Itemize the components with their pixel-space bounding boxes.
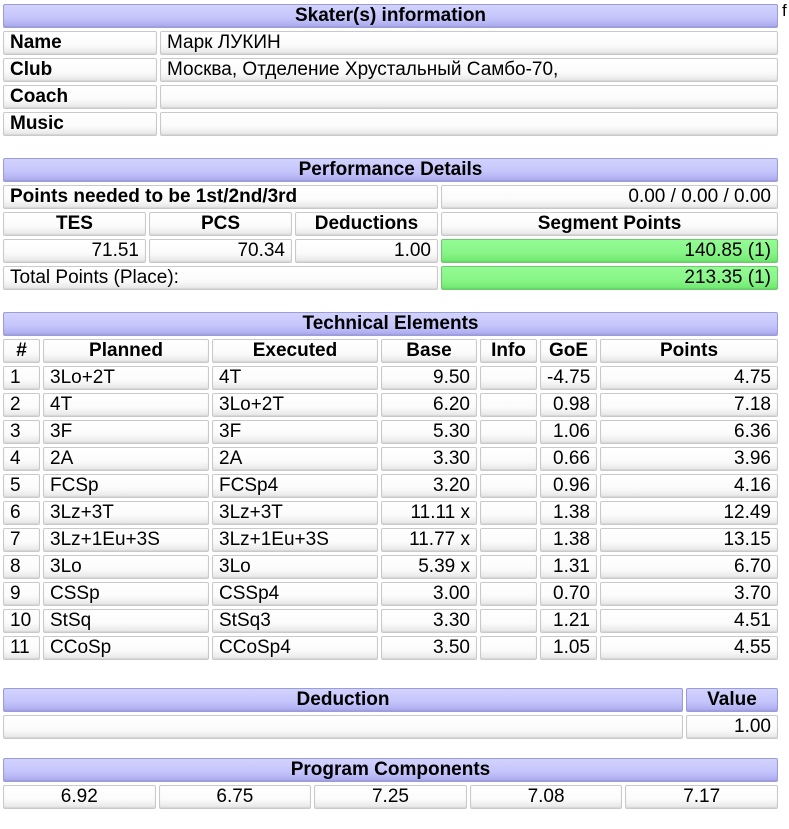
table-row (3, 528, 778, 552)
info-value (480, 501, 537, 525)
points-value: 6.36 (600, 420, 778, 444)
goe-value: 1.31 (540, 555, 597, 579)
points-value: 4.55 (600, 636, 778, 660)
planned-element: 2A (43, 447, 209, 471)
program-components-row (3, 785, 778, 809)
music-value (160, 112, 778, 136)
base-value: 5.39 x (381, 555, 477, 579)
deduction-reason (3, 715, 683, 739)
info-value (480, 447, 537, 471)
table-row (3, 447, 778, 471)
executed-element: CSSp4 (212, 582, 378, 606)
segment-points-value: 140.85 (1) (441, 239, 778, 263)
base-value: 3.30 (381, 609, 477, 633)
goe-value: 1.38 (540, 528, 597, 552)
points-value: 6.70 (600, 555, 778, 579)
executed-element: FCSp4 (212, 474, 378, 498)
goe-value: 1.38 (540, 501, 597, 525)
deductions-header: Deductions (295, 212, 438, 236)
program-components-table (0, 755, 781, 812)
component-value: 7.25 (314, 785, 467, 809)
base-value: 11.77 x (381, 528, 477, 552)
points-value: 3.96 (600, 447, 778, 471)
base-value: 9.50 (381, 366, 477, 390)
table-row (3, 636, 778, 660)
executed-element: 4T (212, 366, 378, 390)
element-number: 7 (3, 528, 40, 552)
element-number: 5 (3, 474, 40, 498)
element-number: 9 (3, 582, 40, 606)
performance-header: Performance Details (3, 158, 778, 182)
component-value: 6.92 (3, 785, 156, 809)
base-value: 5.30 (381, 420, 477, 444)
table-row (3, 555, 778, 579)
base-value: 3.00 (381, 582, 477, 606)
table-row (3, 501, 778, 525)
music-label: Music (3, 112, 157, 136)
element-number: 11 (3, 636, 40, 660)
executed-element: 3Lz+3T (212, 501, 378, 525)
total-points-label: Total Points (Place): (3, 266, 438, 290)
goe-value: -4.75 (540, 366, 597, 390)
info-value (480, 366, 537, 390)
col-goe: GoE (540, 339, 597, 363)
name-value: Марк ЛУКИН (160, 31, 778, 55)
table-row (3, 582, 778, 606)
element-number: 4 (3, 447, 40, 471)
table-row (3, 393, 778, 417)
name-label: Name (3, 31, 157, 55)
pcs-value: 70.34 (149, 239, 292, 263)
planned-element: 3Lo+2T (43, 366, 209, 390)
element-number: 1 (3, 366, 40, 390)
skater-info-header: Skater(s) information (3, 4, 778, 28)
planned-element: CCoSp (43, 636, 209, 660)
points-value: 4.51 (600, 609, 778, 633)
pcs-header: PCS (149, 212, 292, 236)
points-value: 12.49 (600, 501, 778, 525)
points-value: 3.70 (600, 582, 778, 606)
info-value (480, 582, 537, 606)
points-needed-label: Points needed to be 1st/2nd/3rd (3, 185, 438, 209)
info-value (480, 555, 537, 579)
info-value (480, 609, 537, 633)
tes-header: TES (3, 212, 146, 236)
base-value: 11.11 x (381, 501, 477, 525)
component-value: 7.17 (625, 785, 778, 809)
planned-element: StSq (43, 609, 209, 633)
skater-row-club (3, 58, 778, 82)
points-value: 4.16 (600, 474, 778, 498)
goe-value: 0.66 (540, 447, 597, 471)
goe-value: 0.98 (540, 393, 597, 417)
performance-table (0, 155, 781, 293)
planned-element: 3Lo (43, 555, 209, 579)
planned-element: 4T (43, 393, 209, 417)
deduction-value-header: Value (686, 688, 778, 712)
points-value: 7.18 (600, 393, 778, 417)
stray-char: f (782, 1, 787, 20)
club-value: Москва, Отделение Хрустальный Самбо-70, (160, 58, 778, 82)
club-label: Club (3, 58, 157, 82)
technical-columns-row (3, 339, 778, 363)
executed-element: 2A (212, 447, 378, 471)
component-value: 6.75 (159, 785, 312, 809)
goe-value: 1.05 (540, 636, 597, 660)
base-value: 6.20 (381, 393, 477, 417)
points-value: 13.15 (600, 528, 778, 552)
executed-element: CCoSp4 (212, 636, 378, 660)
total-points-value: 213.35 (1) (441, 266, 778, 290)
goe-value: 0.96 (540, 474, 597, 498)
executed-element: 3Lo+2T (212, 393, 378, 417)
deduction-table (0, 685, 781, 742)
skater-row-name (3, 31, 778, 55)
table-row (3, 474, 778, 498)
coach-value (160, 85, 778, 109)
element-number: 10 (3, 609, 40, 633)
planned-element: 3Lz+1Eu+3S (43, 528, 209, 552)
planned-element: 3Lz+3T (43, 501, 209, 525)
coach-label: Coach (3, 85, 157, 109)
planned-element: FCSp (43, 474, 209, 498)
deduction-value: 1.00 (686, 715, 778, 739)
goe-value: 0.70 (540, 582, 597, 606)
base-value: 3.30 (381, 447, 477, 471)
info-value (480, 420, 537, 444)
table-row (3, 366, 778, 390)
element-number: 8 (3, 555, 40, 579)
col-planned: Planned (43, 339, 209, 363)
component-value: 7.08 (470, 785, 623, 809)
executed-element: StSq3 (212, 609, 378, 633)
skater-info-table (0, 1, 781, 139)
tes-value: 71.51 (3, 239, 146, 263)
executed-element: 3F (212, 420, 378, 444)
skater-row-coach (3, 85, 778, 109)
points-needed-value: 0.00 / 0.00 / 0.00 (441, 185, 778, 209)
col-executed: Executed (212, 339, 378, 363)
info-value (480, 636, 537, 660)
element-number: 6 (3, 501, 40, 525)
base-value: 3.20 (381, 474, 477, 498)
planned-element: 3F (43, 420, 209, 444)
base-value: 3.50 (381, 636, 477, 660)
deductions-value: 1.00 (295, 239, 438, 263)
element-number: 3 (3, 420, 40, 444)
executed-element: 3Lz+1Eu+3S (212, 528, 378, 552)
segment-points-header: Segment Points (441, 212, 778, 236)
col-info: Info (480, 339, 537, 363)
points-value: 4.75 (600, 366, 778, 390)
technical-elements-header: Technical Elements (3, 312, 778, 336)
technical-elements-table (0, 309, 781, 663)
executed-element: 3Lo (212, 555, 378, 579)
goe-value: 1.21 (540, 609, 597, 633)
col-number: # (3, 339, 40, 363)
info-value (480, 528, 537, 552)
table-row (3, 420, 778, 444)
element-number: 2 (3, 393, 40, 417)
col-points: Points (600, 339, 778, 363)
goe-value: 1.06 (540, 420, 597, 444)
program-components-header: Program Components (3, 758, 778, 782)
table-row (3, 609, 778, 633)
info-value (480, 474, 537, 498)
col-base: Base (381, 339, 477, 363)
deduction-header: Deduction (3, 688, 683, 712)
info-value (480, 393, 537, 417)
skater-row-music (3, 112, 778, 136)
planned-element: CSSp (43, 582, 209, 606)
